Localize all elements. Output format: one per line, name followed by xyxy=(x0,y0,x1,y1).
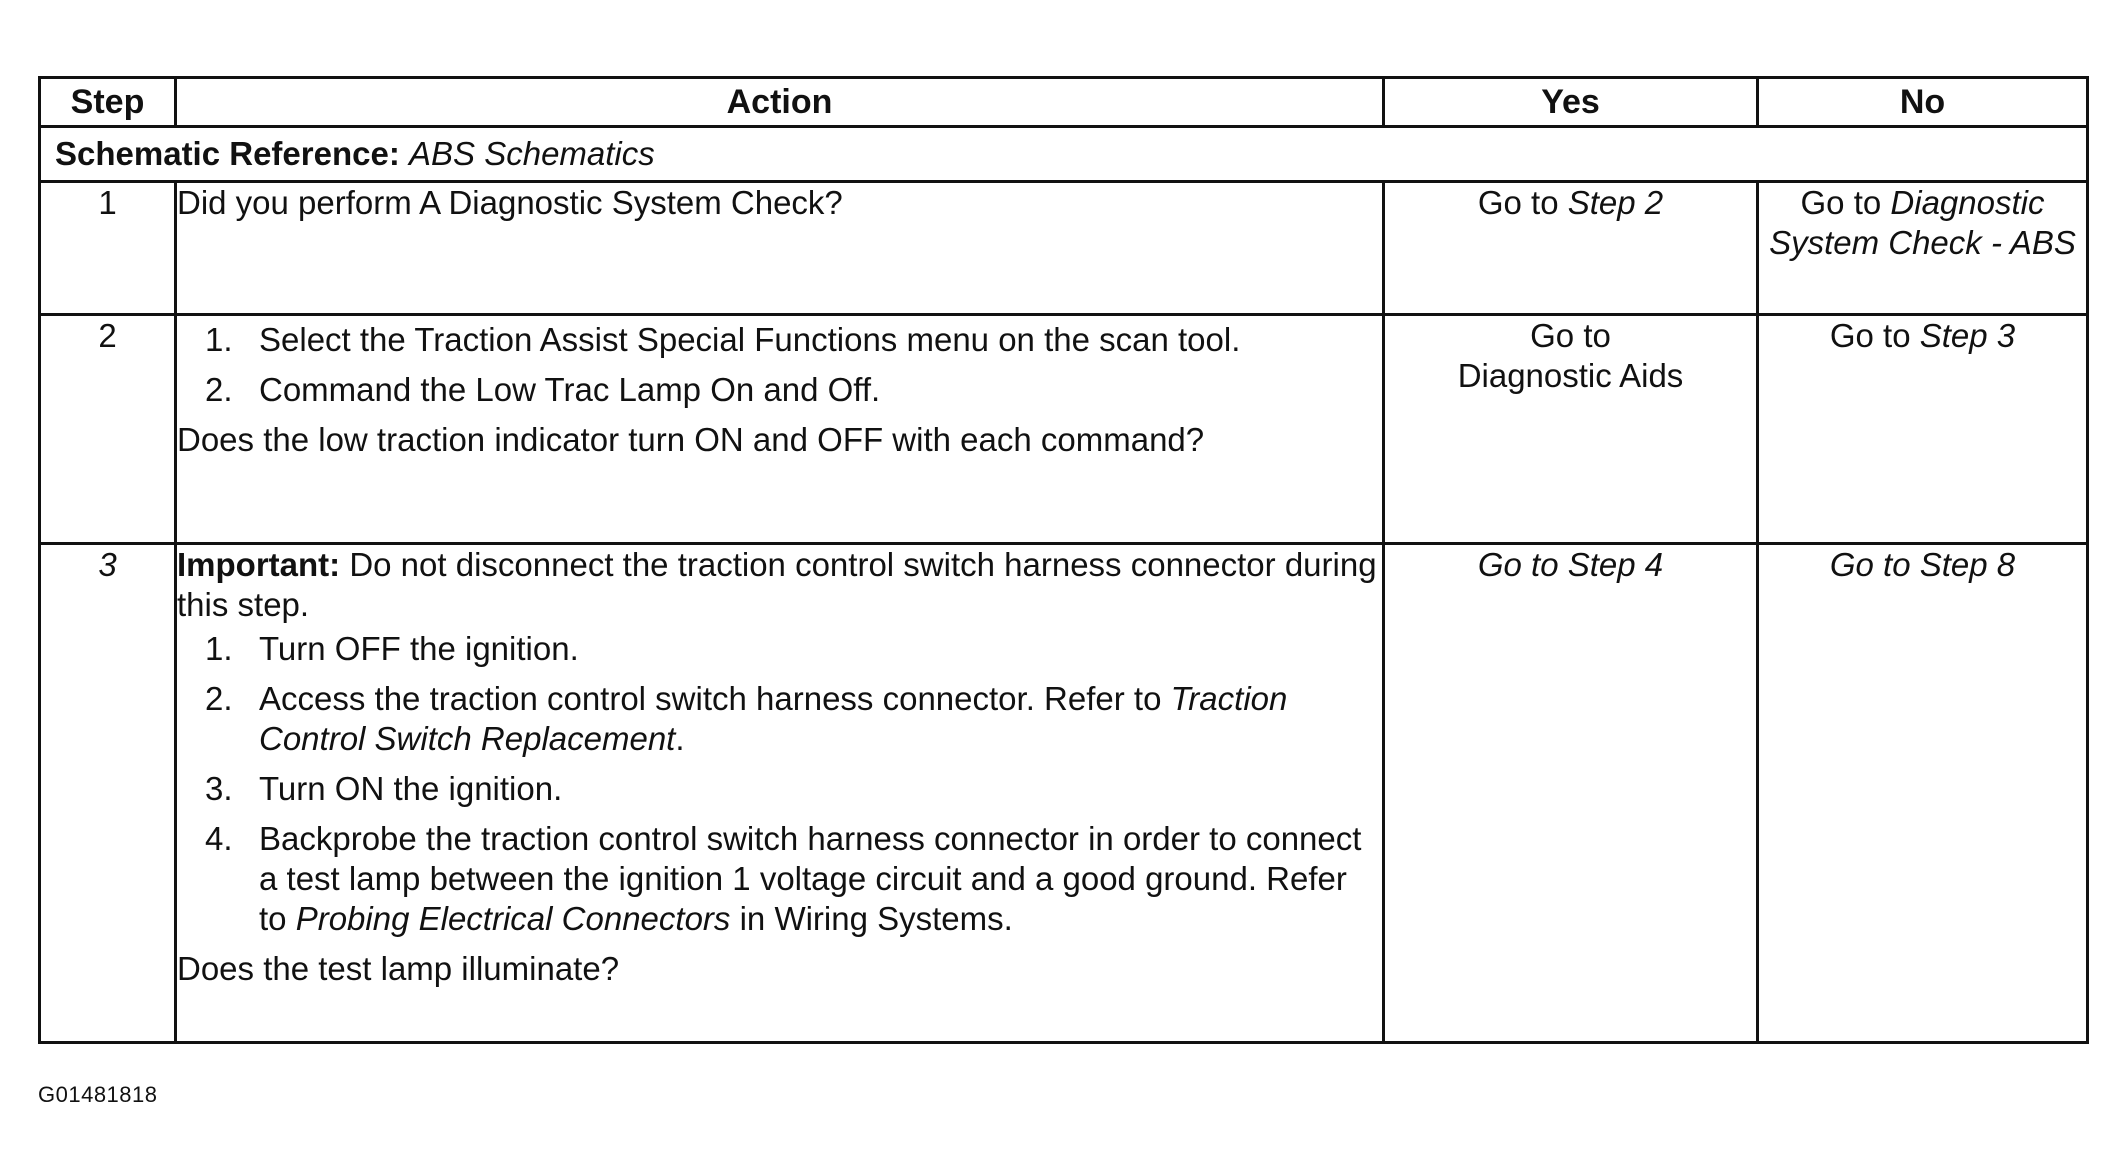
header-yes: Yes xyxy=(1384,78,1758,127)
schematic-reference xyxy=(40,127,2088,182)
schematic-reference-link[interactable]: ABS Schematics xyxy=(409,135,655,172)
list-item-text: Backprobe the traction control switch harness connector in order to connect a test lamp between the ignition 1 voltage circuit and a good ground. Refer to xyxy=(259,820,1362,937)
list-item-text-end: in Wiring Systems. xyxy=(730,900,1013,937)
action-cell xyxy=(176,315,1384,544)
list-item-text: Command the Low Trac Lamp On and Off. xyxy=(259,371,881,408)
list-item-number: 1. xyxy=(205,630,233,667)
important-note xyxy=(177,545,1382,625)
action-list xyxy=(177,320,1382,410)
list-item xyxy=(177,679,1382,759)
no-prefix: Go to xyxy=(1829,317,1920,354)
yes-link-diagnostic-aids[interactable]: Diagnostic Aids xyxy=(1457,357,1684,394)
list-item xyxy=(177,320,1382,360)
header-action: Action xyxy=(176,78,1384,127)
yes-link-step-4[interactable]: Step 4 xyxy=(1567,546,1664,583)
list-item-text: Turn ON the ignition. xyxy=(259,770,563,807)
no-cell xyxy=(1758,544,2088,1043)
no-cell xyxy=(1758,315,2088,544)
schematic-reference-label: Schematic Reference: xyxy=(55,135,400,172)
yes-link-step-2[interactable]: Step 2 xyxy=(1567,184,1664,221)
no-link-step-8[interactable]: Step 8 xyxy=(1919,546,2016,583)
yes-cell xyxy=(1384,182,1758,315)
yes-line-1: Go to xyxy=(1530,317,1611,354)
list-item xyxy=(177,370,1382,410)
yes-cell xyxy=(1384,544,1758,1043)
list-item xyxy=(177,819,1382,939)
important-label: Important: xyxy=(177,546,341,583)
list-item xyxy=(177,769,1382,809)
schematic-reference-row xyxy=(40,127,2088,182)
step-number: 3 xyxy=(40,544,176,1043)
header-step: Step xyxy=(40,78,176,127)
action-cell xyxy=(176,182,1384,315)
step-number: 2 xyxy=(40,315,176,544)
table-header-row xyxy=(40,78,2088,127)
list-item-number: 1. xyxy=(205,321,233,358)
link-probing-electrical-connectors[interactable]: Probing Electrical Connectors xyxy=(295,900,731,937)
no-link-step-3[interactable]: Step 3 xyxy=(1919,317,2016,354)
no-prefix: Go to xyxy=(1829,546,1920,583)
list-item-number: 3. xyxy=(205,770,233,807)
figure-id: G01481818 xyxy=(38,1082,158,1107)
list-item-number: 2. xyxy=(205,371,233,408)
link-traction-control-switch-replacement[interactable]: Traction Control Switch Replacement xyxy=(259,680,1288,757)
list-item-text-end: . xyxy=(675,720,685,757)
table-row-step-2 xyxy=(40,315,2088,544)
list-item-number: 2. xyxy=(205,680,233,717)
no-link-diagnostic-system-check-cont[interactable]: System Check - ABS xyxy=(1769,224,2076,261)
no-link-diagnostic-system-check[interactable]: Diagnostic xyxy=(1890,184,2045,221)
header-no: No xyxy=(1758,78,2088,127)
yes-prefix: Go to xyxy=(1477,184,1568,221)
list-item xyxy=(177,629,1382,669)
step-question: Did you perform A Diagnostic System Check? xyxy=(177,184,843,221)
step-question: Does the low traction indicator turn ON and OFF with each command? xyxy=(177,421,1205,458)
yes-prefix: Go to xyxy=(1477,546,1568,583)
no-prefix: Go to xyxy=(1800,184,1891,221)
important-text: Do not disconnect the traction control switch harness connector during this step. xyxy=(177,546,1377,623)
list-item-text: Access the traction control switch harness connector. Refer to xyxy=(259,680,1171,717)
table-row-step-3 xyxy=(40,544,2088,1043)
list-item-text: Turn OFF the ignition. xyxy=(259,630,579,667)
list-item-number: 4. xyxy=(205,820,233,857)
list-item-text: Select the Traction Assist Special Functions menu on the scan tool. xyxy=(259,321,1241,358)
step-question: Does the test lamp illuminate? xyxy=(177,950,620,987)
yes-cell xyxy=(1384,315,1758,544)
action-cell xyxy=(176,544,1384,1043)
no-cell xyxy=(1758,182,2088,315)
table-row-step-1 xyxy=(40,182,2088,315)
action-list xyxy=(177,629,1382,939)
step-number: 1 xyxy=(40,182,176,315)
diagnostic-table xyxy=(38,76,2089,1044)
